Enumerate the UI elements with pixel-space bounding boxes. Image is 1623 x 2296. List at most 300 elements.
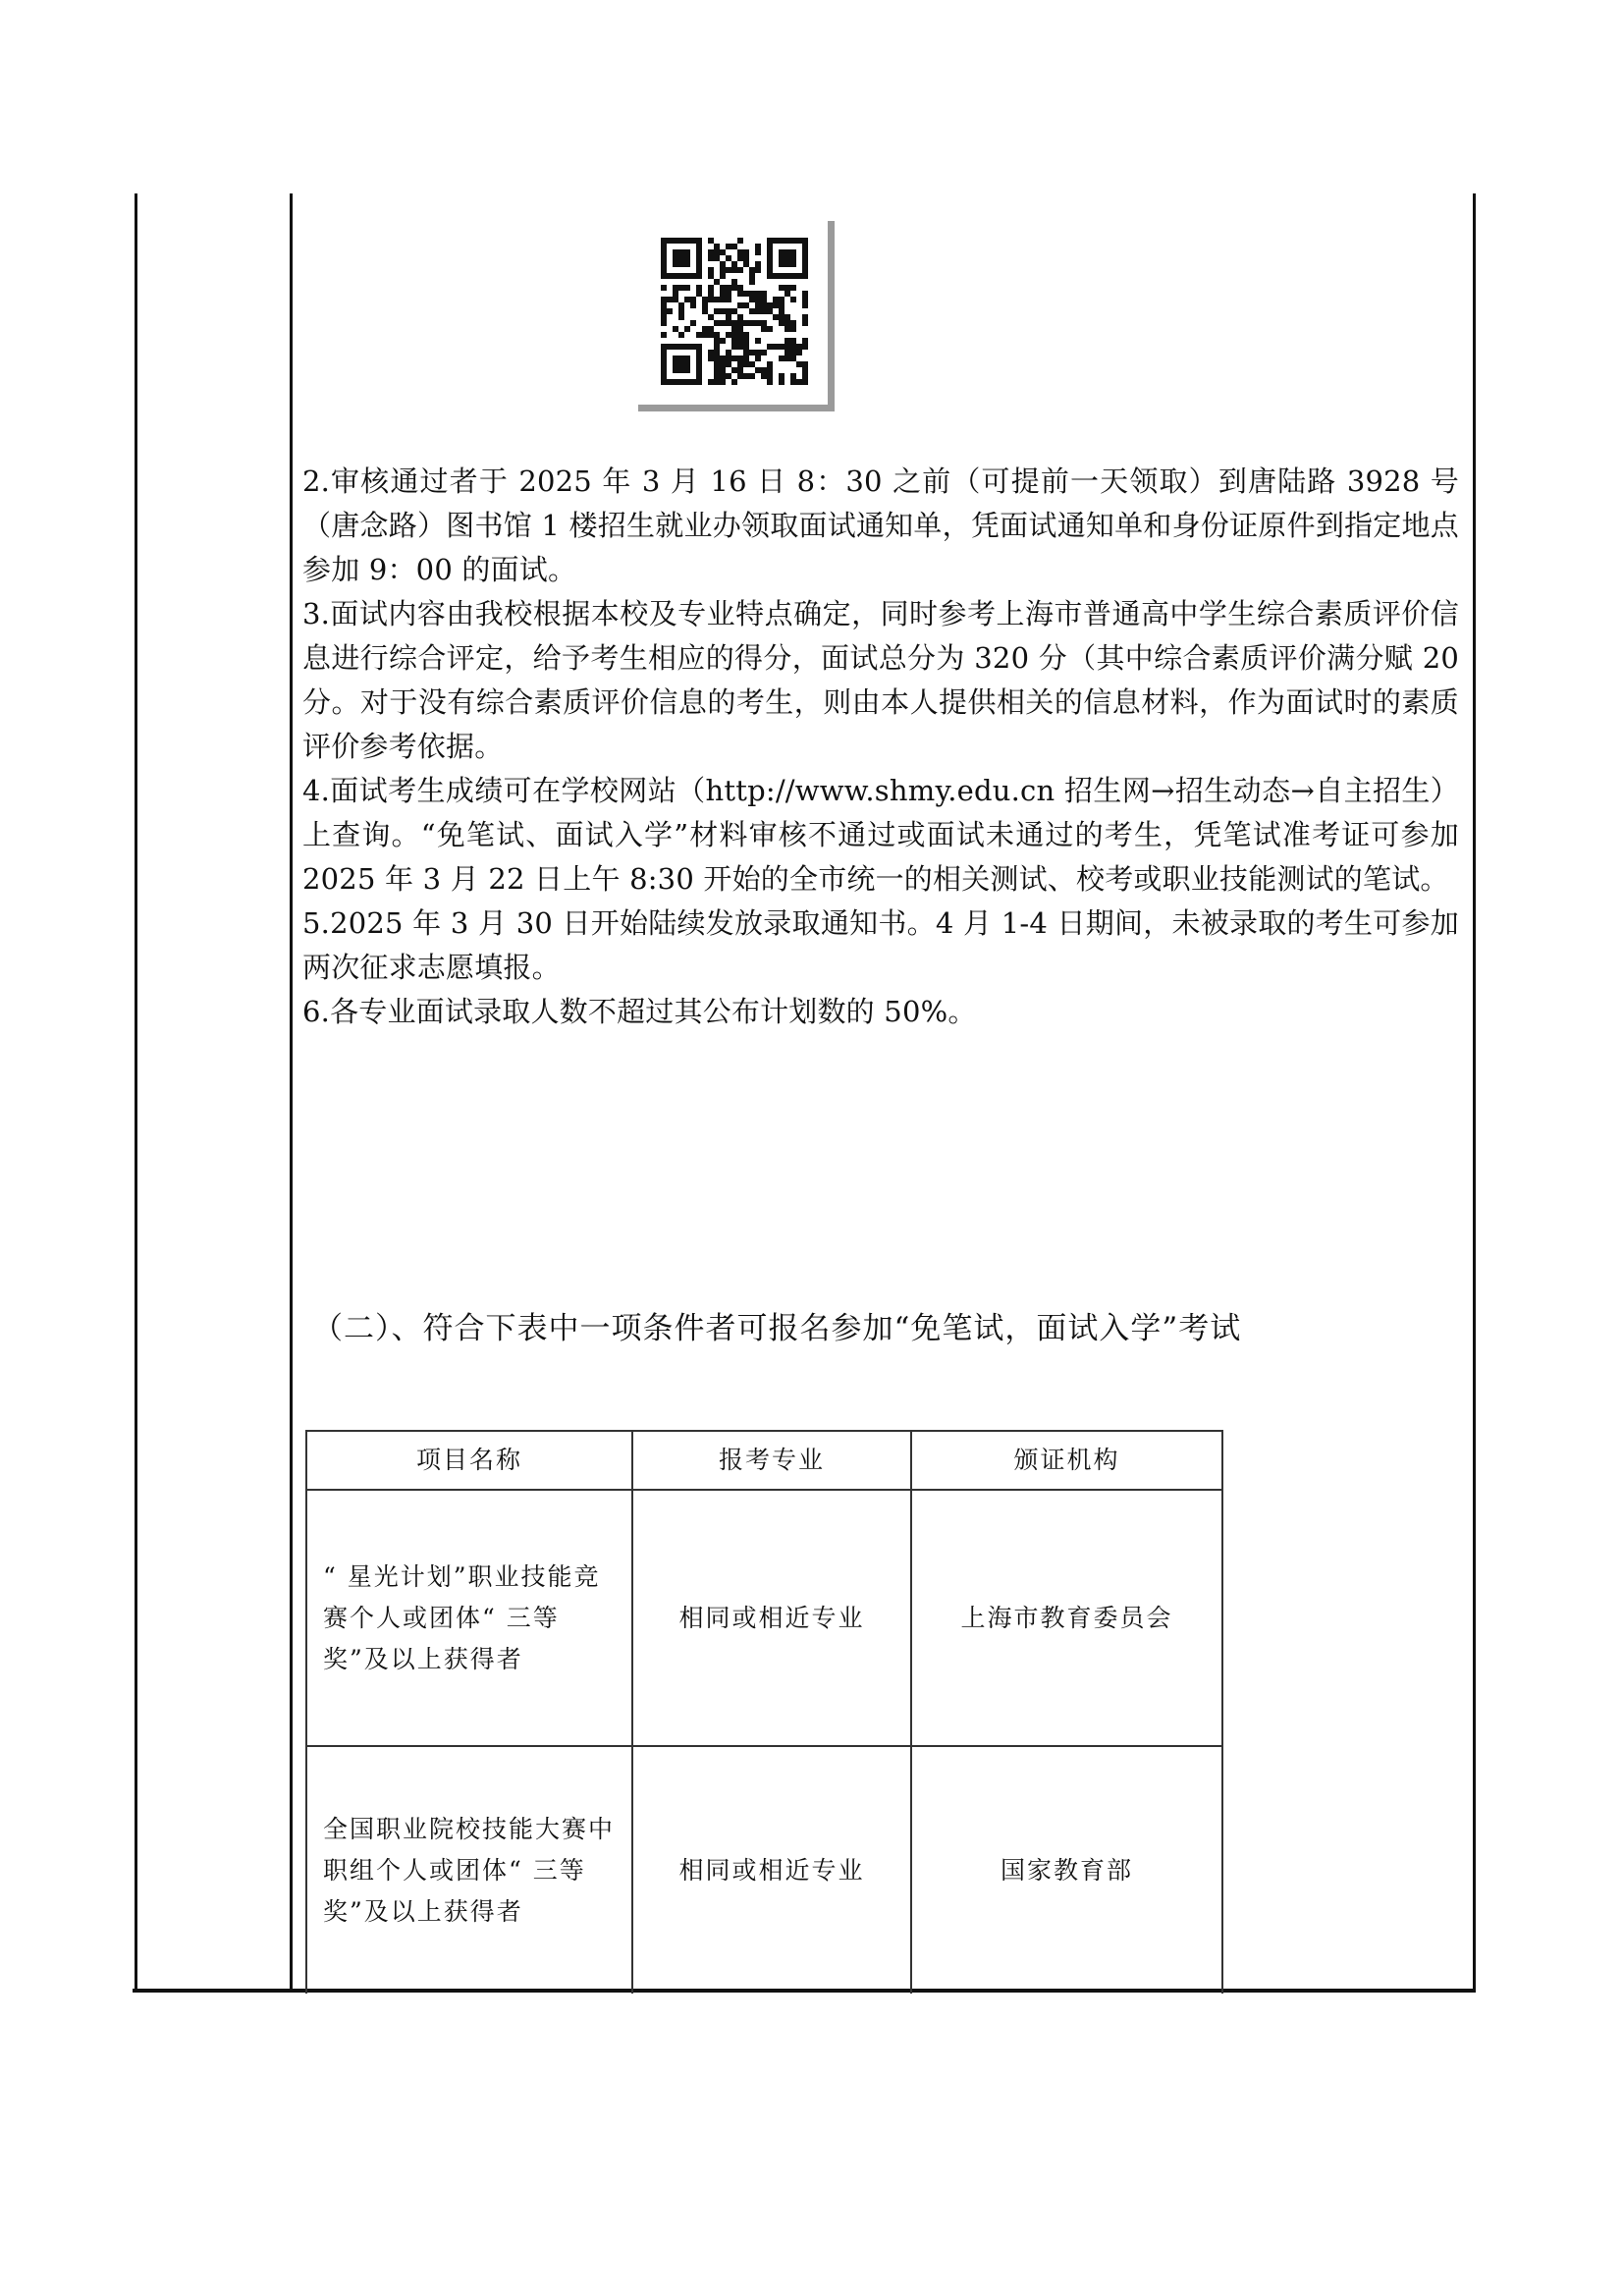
- qr-module: [673, 249, 678, 255]
- qr-module: [720, 355, 726, 361]
- qr-module: [667, 297, 673, 302]
- qr-module: [802, 361, 808, 367]
- qr-module: [720, 249, 726, 255]
- qr-module: [661, 379, 667, 385]
- qr-module: [784, 314, 790, 320]
- qr-module: [755, 291, 761, 297]
- qr-module: [743, 350, 749, 355]
- qr-module: [743, 302, 749, 308]
- qr-module: [720, 297, 726, 302]
- qr-module: [708, 350, 714, 355]
- frame-right-border: [1473, 193, 1476, 1992]
- qr-module: [761, 367, 767, 373]
- qr-module: [726, 361, 731, 367]
- qr-module: [708, 314, 714, 320]
- qr-module: [784, 355, 790, 361]
- qr-module: [749, 267, 755, 273]
- qr-module: [661, 332, 667, 338]
- qr-module: [684, 261, 690, 267]
- qr-module: [708, 267, 714, 273]
- qr-module: [790, 273, 796, 279]
- qr-module: [802, 267, 808, 273]
- qr-module: [678, 238, 684, 244]
- qr-code-icon: [661, 238, 808, 385]
- qr-module: [696, 267, 702, 273]
- qr-module: [731, 379, 737, 385]
- qr-module: [702, 308, 708, 314]
- qr-module: [690, 379, 696, 385]
- qr-module: [773, 314, 779, 320]
- qr-module: [767, 308, 773, 314]
- table-header-row: [306, 1431, 1222, 1490]
- qr-module: [702, 326, 708, 332]
- qr-module: [720, 267, 726, 273]
- qr-module: [749, 291, 755, 297]
- qr-module: [737, 361, 743, 367]
- qr-module: [684, 273, 690, 279]
- qr-module: [708, 297, 714, 302]
- qr-module: [696, 350, 702, 355]
- qr-module: [708, 355, 714, 361]
- qr-module: [743, 261, 749, 267]
- qr-module: [690, 302, 696, 308]
- table-cell-issuer: 上海市教育委员会: [911, 1490, 1222, 1746]
- qr-module: [737, 267, 743, 273]
- qr-module: [767, 273, 773, 279]
- qr-module: [720, 338, 726, 344]
- note-item: 4.面试考生成绩可在学校网站（http://www.shmy.edu.cn 招生网→招生动态→自主招生）上查询。“免笔试、面试入学”材料审核不通过或面试未通过的考生，凭笔试准考证可参加 2025 年 3 月 22 日上午 8:30 开始的全市统一的相关测试、校考或职业技能测试的笔试。: [302, 774, 1459, 896]
- qr-module: [667, 308, 673, 314]
- qr-module: [802, 338, 808, 344]
- qr-module: [708, 285, 714, 291]
- qr-module: [726, 297, 731, 302]
- qr-module: [714, 344, 720, 350]
- qr-module: [708, 255, 714, 261]
- qr-module: [790, 297, 796, 302]
- qr-module: [761, 350, 767, 355]
- qr-module: [661, 373, 667, 379]
- qr-module: [755, 355, 761, 361]
- qr-module: [796, 350, 802, 355]
- qr-module: [661, 361, 667, 367]
- qr-module: [678, 255, 684, 261]
- qr-module: [731, 332, 737, 338]
- qr-module: [720, 308, 726, 314]
- qr-module: [779, 320, 784, 326]
- frame-left-border: [135, 193, 137, 1992]
- qr-module: [702, 302, 708, 308]
- qr-module: [737, 255, 743, 261]
- qr-module: [743, 338, 749, 344]
- qr-module: [790, 326, 796, 332]
- qr-module: [779, 285, 784, 291]
- qr-module: [673, 297, 678, 302]
- qr-module: [684, 379, 690, 385]
- qr-module: [802, 367, 808, 373]
- qr-module: [731, 355, 737, 361]
- qr-module: [661, 297, 667, 302]
- qr-module: [708, 326, 714, 332]
- qr-module: [737, 302, 743, 308]
- qr-module: [661, 320, 667, 326]
- qr-module: [749, 279, 755, 285]
- qr-module: [696, 285, 702, 291]
- qr-module: [696, 332, 702, 338]
- qr-module: [690, 273, 696, 279]
- qr-module: [661, 255, 667, 261]
- qr-module: [779, 302, 784, 308]
- notes-list: [302, 460, 1459, 1034]
- qr-module: [684, 344, 690, 350]
- qr-module: [802, 379, 808, 385]
- qr-module: [761, 291, 767, 297]
- qr-module: [737, 326, 743, 332]
- column-header-issuer: 颁证机构: [911, 1431, 1222, 1490]
- qr-module: [784, 238, 790, 244]
- qr-module: [731, 326, 737, 332]
- qr-module: [678, 285, 684, 291]
- qr-module: [737, 249, 743, 255]
- qr-code-frame: [638, 221, 828, 405]
- qr-module: [796, 361, 802, 367]
- qr-module: [767, 367, 773, 373]
- qr-module: [731, 267, 737, 273]
- qr-module: [737, 355, 743, 361]
- qr-module: [696, 273, 702, 279]
- qr-module: [726, 255, 731, 261]
- qr-module: [720, 361, 726, 367]
- qr-module: [678, 361, 684, 367]
- qr-module: [714, 361, 720, 367]
- qr-module: [796, 273, 802, 279]
- qr-module: [696, 238, 702, 244]
- qr-module: [684, 255, 690, 261]
- qr-module: [726, 320, 731, 326]
- qr-module: [761, 297, 767, 302]
- qr-module: [684, 249, 690, 255]
- qr-module: [802, 261, 808, 267]
- qr-module: [690, 344, 696, 350]
- qr-module: [802, 314, 808, 320]
- qr-module: [755, 261, 761, 267]
- qr-module: [790, 249, 796, 255]
- qr-module: [661, 285, 667, 291]
- qr-module: [708, 379, 714, 385]
- qr-module: [714, 338, 720, 344]
- qr-module: [737, 344, 743, 350]
- qr-module: [790, 285, 796, 291]
- qr-module: [661, 344, 667, 350]
- qr-module: [743, 291, 749, 297]
- qr-module: [731, 244, 737, 249]
- qr-module: [743, 373, 749, 379]
- qr-module: [767, 344, 773, 350]
- qr-module: [673, 379, 678, 385]
- note-item: 3.面试内容由我校根据本校及专业特点确定，同时参考上海市普通高中学生综合素质评价信息进行综合评定，给予考生相应的得分，面试总分为 320 分（其中综合素质评价满分赋 20 分。对于没有综合素质评价信息的考生，则由本人提供相关的信息材料，作为面试时的素质评价参考依据。: [302, 597, 1459, 763]
- qr-module: [673, 361, 678, 367]
- qr-module: [726, 314, 731, 320]
- qr-module: [755, 320, 761, 326]
- qr-module: [737, 285, 743, 291]
- qr-module: [731, 367, 737, 373]
- qr-module: [684, 367, 690, 373]
- qr-module: [737, 314, 743, 320]
- qr-module: [726, 350, 731, 355]
- qr-module: [802, 244, 808, 249]
- qr-module: [779, 261, 784, 267]
- qr-module: [767, 379, 773, 385]
- qr-module: [714, 379, 720, 385]
- qr-module: [755, 244, 761, 249]
- qr-module: [678, 344, 684, 350]
- qr-module: [779, 355, 784, 361]
- qr-module: [673, 355, 678, 361]
- qr-module: [690, 297, 696, 302]
- qr-module: [790, 261, 796, 267]
- qr-module: [743, 361, 749, 367]
- qr-module: [761, 326, 767, 332]
- qr-module: [755, 302, 761, 308]
- qr-module: [731, 338, 737, 344]
- qr-module: [714, 373, 720, 379]
- qr-module: [749, 361, 755, 367]
- qr-module: [743, 320, 749, 326]
- qr-module: [708, 249, 714, 255]
- qr-module: [673, 255, 678, 261]
- qr-module: [678, 367, 684, 373]
- qr-module: [726, 355, 731, 361]
- qr-module: [784, 344, 790, 350]
- qr-module: [802, 320, 808, 326]
- qr-module: [696, 244, 702, 249]
- qr-module: [737, 291, 743, 297]
- qr-module: [696, 367, 702, 373]
- qr-module: [661, 249, 667, 255]
- qr-module: [661, 273, 667, 279]
- qr-module: [696, 373, 702, 379]
- qr-module: [661, 261, 667, 267]
- qr-code-block: [638, 221, 835, 411]
- qr-module: [784, 249, 790, 255]
- note-item: 2.审核通过者于 2025 年 3 月 16 日 8：30 之前（可提前一天领取）到唐陆路 3928 号（唐念路）图书馆 1 楼招生就业办领取面试通知单，凭面试通知单和身份证原件到指定地点参加 9：00 的面试。: [302, 465, 1459, 586]
- qr-module: [737, 238, 743, 244]
- qr-module: [755, 249, 761, 255]
- qr-module: [714, 355, 720, 361]
- qr-module: [678, 273, 684, 279]
- qr-module: [761, 320, 767, 326]
- qr-module: [790, 238, 796, 244]
- qr-module: [678, 332, 684, 338]
- table-cell-major: 相同或相近专业: [632, 1746, 911, 1994]
- qr-module: [731, 308, 737, 314]
- qr-module: [702, 297, 708, 302]
- qr-module: [802, 273, 808, 279]
- qr-module: [796, 238, 802, 244]
- qr-module: [661, 302, 667, 308]
- qr-module: [726, 291, 731, 297]
- qr-module: [755, 367, 761, 373]
- qr-module: [761, 308, 767, 314]
- qr-module: [661, 355, 667, 361]
- qr-module: [720, 367, 726, 373]
- qr-module: [773, 297, 779, 302]
- qr-module: [737, 332, 743, 338]
- qr-module: [684, 361, 690, 367]
- table-cell-issuer: 国家教育部: [911, 1746, 1222, 1994]
- qr-module: [731, 285, 737, 291]
- qr-module: [667, 344, 673, 350]
- qr-module: [779, 238, 784, 244]
- qr-module: [790, 344, 796, 350]
- qr-module: [684, 355, 690, 361]
- qr-module: [720, 373, 726, 379]
- qr-module: [684, 238, 690, 244]
- qr-module: [726, 267, 731, 273]
- qr-module: [726, 244, 731, 249]
- qr-module: [661, 308, 667, 314]
- qr-module: [708, 273, 714, 279]
- qr-module: [708, 238, 714, 244]
- qr-module: [779, 249, 784, 255]
- qr-module: [749, 373, 755, 379]
- qr-module: [790, 320, 796, 326]
- qr-module: [743, 249, 749, 255]
- qr-module: [767, 267, 773, 273]
- qr-module: [784, 350, 790, 355]
- qr-module: [678, 261, 684, 267]
- qr-module: [661, 314, 667, 320]
- qr-module: [802, 297, 808, 302]
- qr-module: [678, 314, 684, 320]
- qr-module: [684, 285, 690, 291]
- qr-module: [714, 297, 720, 302]
- qr-module: [720, 291, 726, 297]
- qr-module: [784, 291, 790, 297]
- qr-module: [720, 261, 726, 267]
- qr-module: [784, 273, 790, 279]
- qr-module: [784, 285, 790, 291]
- table-cell-project: 全国职业院校技能大赛中职组个人或团体“ 三等奖”及以上获得者: [306, 1746, 632, 1994]
- qr-module: [767, 361, 773, 367]
- qr-module: [690, 320, 696, 326]
- qr-module: [743, 332, 749, 338]
- qr-module: [714, 255, 720, 261]
- qr-module: [696, 344, 702, 350]
- qr-module: [726, 373, 731, 379]
- qr-module: [802, 291, 808, 297]
- section-heading: （二）、符合下表中一项条件者可报名参加“免笔试，面试入学”考试: [312, 1311, 1242, 1346]
- note-item: 6.各专业面试录取人数不超过其公布计划数的 50%。: [302, 995, 977, 1028]
- qr-module: [779, 297, 784, 302]
- qr-module: [673, 261, 678, 267]
- qr-module: [673, 367, 678, 373]
- column-header-project: 项目名称: [306, 1431, 632, 1490]
- qr-module: [743, 344, 749, 350]
- qr-module: [784, 338, 790, 344]
- qr-module: [737, 338, 743, 344]
- qr-module: [731, 279, 737, 285]
- qr-module: [708, 332, 714, 338]
- qr-shadow: [638, 405, 835, 411]
- qr-module: [802, 255, 808, 261]
- qr-module: [720, 285, 726, 291]
- qr-module: [714, 244, 720, 249]
- qr-module: [761, 302, 767, 308]
- qr-module: [667, 379, 673, 385]
- table-cell-major: 相同或相近专业: [632, 1490, 911, 1746]
- qr-module: [726, 332, 731, 338]
- qr-module: [678, 249, 684, 255]
- qr-module: [779, 344, 784, 350]
- qr-module: [726, 308, 731, 314]
- qr-module: [779, 373, 784, 379]
- qr-module: [784, 261, 790, 267]
- qr-module: [696, 291, 702, 297]
- qr-module: [743, 255, 749, 261]
- qr-module: [731, 344, 737, 350]
- qr-module: [661, 267, 667, 273]
- qr-module: [767, 326, 773, 332]
- qr-module: [779, 308, 784, 314]
- qr-module: [737, 367, 743, 373]
- qr-module: [767, 244, 773, 249]
- qr-module: [767, 261, 773, 267]
- qr-module: [749, 350, 755, 355]
- qr-module: [749, 297, 755, 302]
- qr-module: [773, 302, 779, 308]
- qr-module: [749, 308, 755, 314]
- qr-module: [684, 326, 690, 332]
- qr-module: [796, 379, 802, 385]
- qr-module: [755, 267, 761, 273]
- table-cell-project: “ 星光计划”职业技能竞赛个人或团体“ 三等奖”及以上获得者: [306, 1490, 632, 1746]
- qr-module: [784, 320, 790, 326]
- qr-module: [802, 249, 808, 255]
- qr-module: [755, 308, 761, 314]
- qr-module: [790, 350, 796, 355]
- qr-module: [767, 255, 773, 261]
- qr-module: [702, 332, 708, 338]
- qr-module: [708, 291, 714, 297]
- qr-module: [773, 344, 779, 350]
- qr-module: [720, 379, 726, 385]
- qr-module: [802, 344, 808, 350]
- qr-module: [684, 297, 690, 302]
- qr-module: [755, 297, 761, 302]
- qr-module: [743, 355, 749, 361]
- qr-module: [790, 355, 796, 361]
- qr-module: [673, 344, 678, 350]
- qr-module: [714, 367, 720, 373]
- qr-module: [767, 302, 773, 308]
- qr-module: [696, 355, 702, 361]
- qr-module: [678, 302, 684, 308]
- qr-module: [678, 308, 684, 314]
- qr-module: [779, 379, 784, 385]
- qr-module: [696, 255, 702, 261]
- qr-module: [773, 238, 779, 244]
- qr-module: [661, 244, 667, 249]
- table-row: [306, 1746, 1222, 1994]
- qr-module: [720, 273, 726, 279]
- qr-module: [779, 255, 784, 261]
- qr-module: [667, 238, 673, 244]
- qr-module: [749, 320, 755, 326]
- qr-module: [755, 350, 761, 355]
- qr-module: [673, 326, 678, 332]
- qr-module: [690, 238, 696, 244]
- qr-module: [802, 373, 808, 379]
